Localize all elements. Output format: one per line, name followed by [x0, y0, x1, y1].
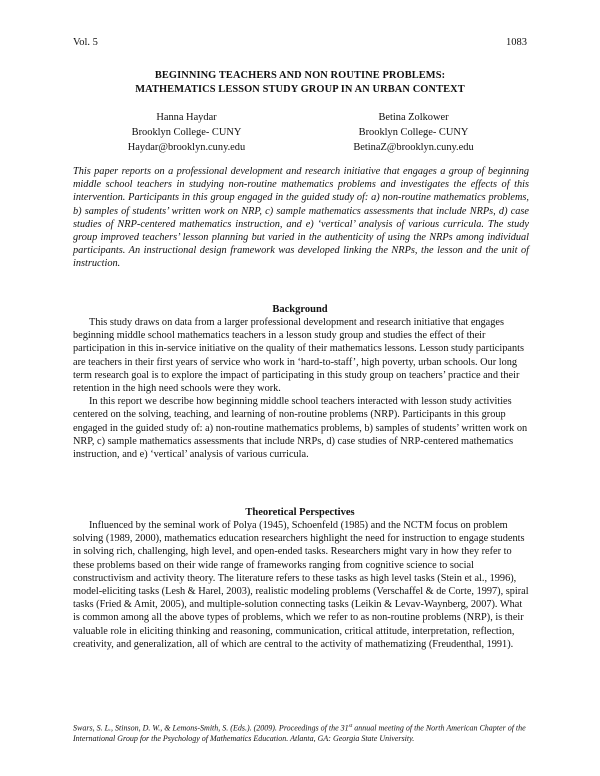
citation-part-2: annual meeting of the North American Chapter of the International Group for the Psychology of Mathematics Education. Atlanta, GA: Georgia State University.	[73, 723, 526, 744]
author-email: Haydar@brooklyn.cuny.edu	[127, 142, 246, 153]
author-name: Betina Zolkower	[378, 112, 449, 123]
author-affiliation: Brooklyn College- CUNY	[131, 127, 242, 138]
theoretical-section	[73, 519, 529, 651]
title-line-1: BEGINNING TEACHERS AND NON ROUTINE PROBLEMS:	[154, 70, 446, 81]
author-affiliation: Brooklyn College- CUNY	[358, 127, 469, 138]
author-block	[73, 110, 527, 155]
background-heading: Background	[272, 304, 328, 315]
background-section	[73, 316, 529, 461]
paper-title	[73, 69, 527, 97]
page-number: 1083	[506, 37, 527, 48]
author-2	[300, 110, 527, 155]
author-1	[73, 110, 300, 155]
abstract: This paper reports on a professional development and research initiative that engages a group of beginning middle school teachers in studying non-routine mathematics problems and investigates the effects of this intervention. Participants in this group engaged in the guided study of: a) non-routine mathematics problems, b) samples of students’ written work on NRP, c) sample mathematics assessments that include NRPs, d) case studies of NRP-centered mathematics instruction, and e) ‘vertical’ analysis of various curricula. The study group improved teachers’ lesson planning but varied in the authenticity of using the NRPs among individual participants. An instructional design framework was developed linking the NRPs, the lesson and the unit of instruction.	[73, 166, 529, 270]
theoretical-heading: Theoretical Perspectives	[245, 507, 355, 518]
paragraph: Influenced by the seminal work of Polya (1945), Schoenfeld (1985) and the NCTM focus on problem solving (1989, 2000), mathematics education researchers highlight the need for instruction to engage students in solving rich, challenging, high level, and open-ended tasks. Researchers might vary in how they refer to these problems based on their wide range of frameworks ranging from cognitive science to social constructivism and activity theory. The literature refers to these tasks as high level tasks (Stein et al., 1996), model-eliciting tasks (Lesh & Harel, 2003), realistic modeling problems (Verschaffel & de Corte, 1997), spiral tasks (Fried & Amit, 2005), and multiple-solution connecting tasks (Leikin & Levav-Waynberg, 2007). What is common among all the above types of problems, which we refer to as non-routine problems (NRP), is their valuable role in eliciting thinking and reasoning, communication, critical attitude, interpretation, reflection, creativity, and generalization, all of which are central to the activity of mathematizing (Freudenthal, 1991).	[73, 520, 529, 650]
citation-superscript: st	[348, 723, 353, 729]
volume-label: Vol. 5	[73, 37, 98, 48]
title-line-2: MATHEMATICS LESSON STUDY GROUP IN AN URBAN CONTEXT	[135, 84, 465, 95]
paragraph: In this report we describe how beginning middle school teachers interacted with lesson study activities centered on the solving, teaching, and learning of non-routine problems (NRP). Participants in this group engaged in the guided study of: a) non-routine mathematics problems, b) samples of students’ written work on NRP, c) sample mathematics assessments that include NRPs, d) case studies of NRP-centered mathematics instruction, and e) ‘vertical’ analysis of various curricula.	[73, 396, 528, 461]
author-name: Hanna Haydar	[156, 112, 217, 123]
author-email: BetinaZ@brooklyn.cuny.edu	[353, 142, 474, 153]
paragraph: This study draws on data from a larger professional development and research initiative that engages beginning middle school mathematics teachers in a lesson study group and studies the effect of their participation in this in-service initiative on the quality of their mathematics lessons. Lesson study participants are teachers in their first years of service who work in ‘hard-to-staff’, high poverty, urban schools. Our long term research goal is to explore the impact of participating in this study group on teachers’ practice and their retention in the high need schools were they work.	[73, 317, 524, 395]
citation-part-1: Swars, S. L., Stinson, D. W., & Lemons-Smith, S. (Eds.). (2009). Proceedings of the 31	[73, 723, 349, 733]
proceedings-citation	[73, 721, 529, 745]
